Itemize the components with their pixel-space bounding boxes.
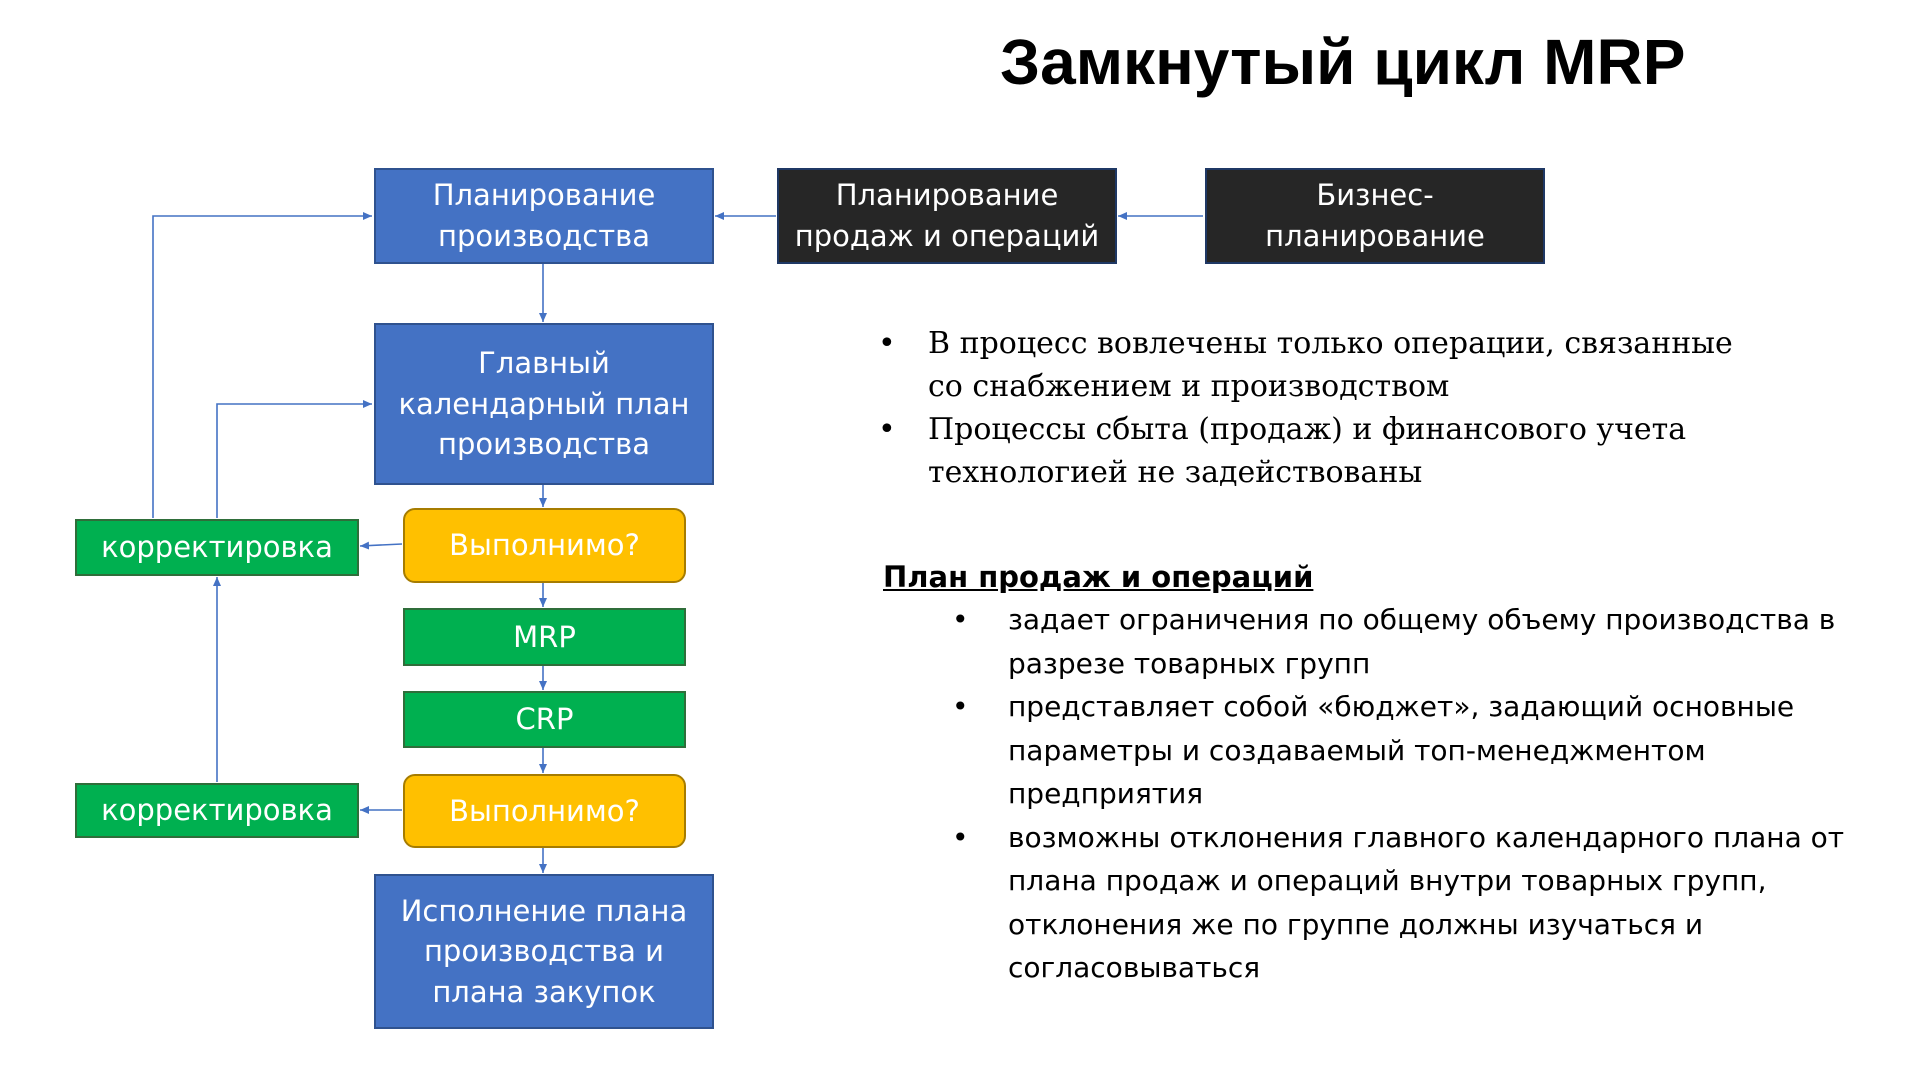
business-planning-line-1: Бизнес- xyxy=(1316,178,1434,213)
sales-operations-planning-box xyxy=(777,168,1117,264)
production-planning-line-1: Планирование xyxy=(432,178,656,213)
mrp-box xyxy=(403,608,686,666)
execution-line-1: Исполнение плана xyxy=(400,893,688,928)
page-title: Замкнутый цикл MRP xyxy=(1000,26,1686,98)
mrp-label: MRP xyxy=(513,619,576,654)
execution-box xyxy=(374,874,714,1029)
arrow-correction1-to-master xyxy=(217,404,372,518)
crp-label: CRP xyxy=(515,702,574,737)
master-schedule-box xyxy=(374,323,714,485)
correction-1-label: корректировка xyxy=(101,530,333,565)
correction-box-2 xyxy=(75,783,359,838)
correction-2-label: корректировка xyxy=(101,793,333,828)
notes-list xyxy=(870,322,1770,494)
note-item-1: • В процесс вовлечены только операции, связанные со снабжением и производством xyxy=(870,322,1770,408)
execution-line-3: плана закупок xyxy=(432,974,656,1009)
feasible-1-label: Выполнимо? xyxy=(449,528,640,563)
sop-item-1: • задает ограничения по общему объему производства в разрезе товарных групп xyxy=(950,598,1850,685)
sop-item-2: • представляет собой «бюджет», задающий основные параметры и создаваемый топ-менеджментом предприятия xyxy=(950,685,1850,816)
master-schedule-line-3: производства xyxy=(438,427,650,462)
sop-list xyxy=(950,598,1850,990)
sop-heading: План продаж и операций xyxy=(883,560,1314,594)
arrow-correction1-to-production xyxy=(153,216,372,518)
crp-box xyxy=(403,691,686,748)
sop-item-3: • возможны отклонения главного календарного плана от плана продаж и операций внутри товарных групп, отклонения же по группе должны изучаться и согласовываться xyxy=(950,816,1850,990)
feasible-decision-2 xyxy=(403,774,686,848)
correction-box-1 xyxy=(75,519,359,576)
production-planning-box xyxy=(374,168,714,264)
business-planning-box xyxy=(1205,168,1545,264)
master-schedule-line-1: Главный xyxy=(478,346,610,381)
note-item-2: • Процессы сбыта (продаж) и финансового учета технологией не задействованы xyxy=(870,408,1770,494)
production-planning-line-2: производства xyxy=(438,219,650,253)
business-planning-line-2: планирование xyxy=(1265,219,1485,253)
execution-line-2: производства и xyxy=(423,934,664,969)
feasible-2-label: Выполнимо? xyxy=(449,793,640,828)
sop-line-1: Планирование xyxy=(835,178,1059,213)
arrow-feasible1-to-correction1 xyxy=(360,544,402,546)
master-schedule-line-2: календарный план xyxy=(398,386,690,421)
feasible-decision-1 xyxy=(403,508,686,583)
sop-line-2: продаж и операций xyxy=(794,219,1100,253)
